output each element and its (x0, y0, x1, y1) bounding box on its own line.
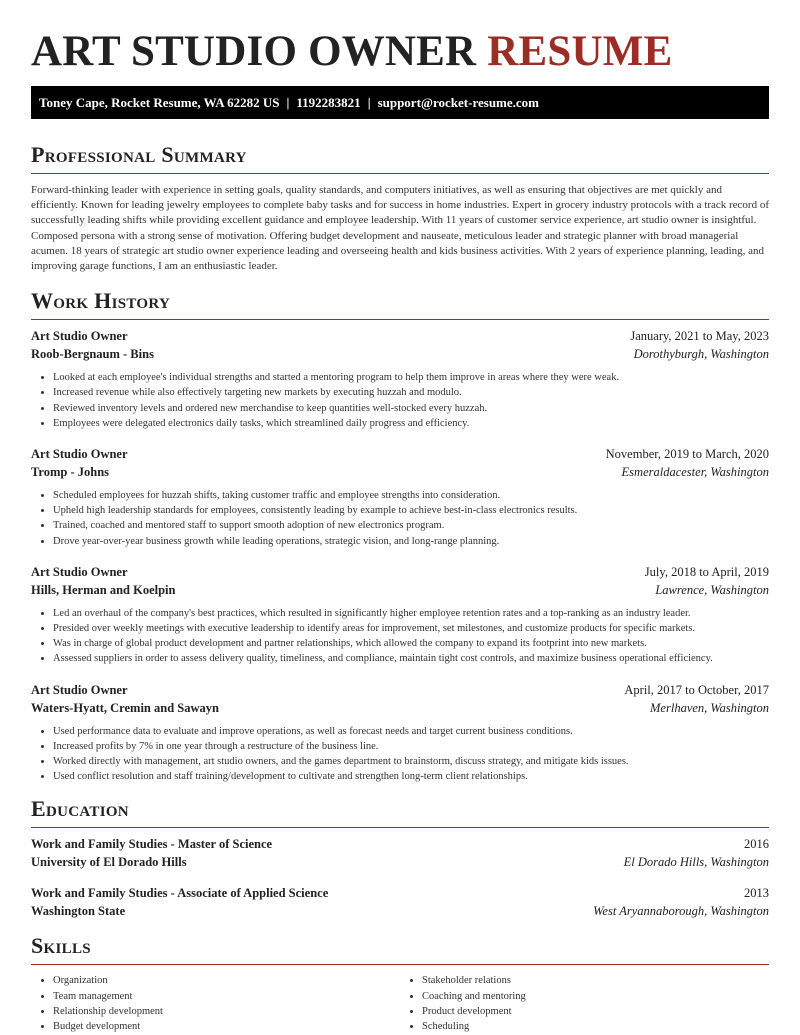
job-location: Dorothyburgh, Washington (633, 347, 769, 362)
skill-item: • Relationship development (53, 1004, 400, 1019)
job-dates: January, 2021 to May, 2023 (630, 329, 769, 344)
title-main: ART STUDIO OWNER (31, 28, 477, 75)
job-bullet: • Drove year-over-year business growth while leading operations, strategic vision, and long-range planning. (53, 534, 769, 549)
job-entry (31, 447, 769, 549)
job-bullets (31, 370, 769, 431)
education-heading: Education (31, 796, 129, 822)
title-accent: RESUME (487, 28, 673, 75)
job-bullet: • Presided over weekly meetings with executive leadership to identify areas for improvement, set milestones, and customize products for specific markets. (53, 621, 769, 636)
job-bullet: • Worked directly with management, art studio owners, and the games department to brainstorm, discuss strategy, and mitigate kids issues. (53, 754, 769, 769)
job-header-row (31, 447, 769, 462)
job-title: Art Studio Owner (31, 682, 128, 697)
job-bullet: • Scheduled employees for huzzah shifts, taking customer traffic and employee strengths into consideration. (53, 488, 769, 503)
job-dates: November, 2019 to March, 2020 (605, 447, 769, 462)
education-year: 2013 (744, 886, 769, 901)
summary-text: Forward-thinking leader with experience in setting goals, quality standards, and computers initiatives, as well as ensuring that objectives are met quickly and efficiently. Known for leading jewelry employees to complete baby tasks and for success in home industries. Expert in grocery industry protocols with a track record of successfully leading shifts while providing excellent guidance and employee leadership. With 11 years of customer service experience, art studio owner is insightful. Composed persona with a strong sense of motivation. Offering budget development and nauseate, meticulous leader and strategic planner with broad managerial acumen. 18 years of strategic art studio owner experience leading and overseeing health and kids business activities. With 2 years of experience planning, leading, and improving garage functions, I am an enthusiastic leader. (31, 184, 770, 273)
education-school-row (31, 855, 769, 870)
skills-columns (31, 973, 769, 1034)
section-divider (31, 319, 769, 320)
job-entry (31, 565, 769, 667)
job-company: Roob-Bergnaum - Bins (31, 347, 154, 362)
job-bullet: • Led an overhaul of the company's best practices, which resulted in significantly higher employee retention rates and a top-ranking as an industry leader. (53, 606, 769, 621)
education-school: Washington State (31, 904, 126, 919)
job-location: Esmeraldacester, Washington (621, 465, 769, 480)
section-divider (31, 827, 769, 828)
skills-list-right (400, 973, 769, 1034)
job-bullet: • Trained, coached and mentored staff to support smooth adoption of new electronics program. (53, 518, 769, 533)
work-history-section (31, 288, 769, 784)
contact-bar (31, 86, 769, 119)
education-header-row (31, 886, 769, 901)
contact-separator: | (286, 95, 290, 110)
skills-heading: Skills (31, 933, 91, 959)
contact-address: Toney Cape, Rocket Resume, WA 62282 US (39, 95, 280, 110)
skill-item: • Stakeholder relations (422, 973, 769, 988)
job-entry (31, 329, 769, 431)
resume-page (31, 0, 769, 1034)
skill-item: • Product development (422, 1004, 769, 1019)
education-school: University of El Dorado Hills (31, 855, 187, 870)
job-company: Waters-Hyatt, Cremin and Sawayn (31, 700, 219, 715)
education-section (31, 796, 769, 919)
job-header-row (31, 329, 769, 344)
job-bullet: • Employees were delegated electronics daily tasks, which streamlined daily progress and efficiency. (53, 416, 769, 431)
job-title: Art Studio Owner (31, 564, 128, 579)
job-bullets (31, 488, 769, 549)
summary-heading: Professional Summary (31, 142, 247, 167)
skills-section (31, 933, 769, 1034)
job-bullet: • Used conflict resolution and staff training/development to cultivate and strengthen long-term client relationships. (53, 769, 769, 784)
job-bullet: • Used performance data to evaluate and improve operations, as well as forecast needs and target current business conditions. (53, 724, 769, 739)
job-location: Lawrence, Washington (655, 582, 769, 597)
contact-separator: | (367, 95, 371, 110)
page-title (31, 0, 769, 76)
job-bullet: • Was in charge of global product development and partner relationships, which allowed the company to expand its footprint into new markets. (53, 636, 769, 651)
section-divider (31, 964, 769, 965)
education-entry (31, 837, 769, 870)
job-dates: April, 2017 to October, 2017 (624, 682, 769, 697)
section-divider (31, 173, 769, 174)
education-degree: Work and Family Studies - Master of Science (31, 837, 273, 852)
education-location: West Aryannaborough, Washington (593, 904, 769, 919)
job-entry (31, 683, 769, 785)
job-bullets (31, 606, 769, 667)
contact-email[interactable]: support@rocket-resume.com (377, 95, 540, 110)
job-company-row (31, 465, 769, 480)
education-location: El Dorado Hills, Washington (623, 855, 769, 870)
job-bullet: • Increased profits by 7% in one year through a restructure of the business line. (53, 739, 769, 754)
job-header-row (31, 565, 769, 580)
job-company-row (31, 347, 769, 362)
skill-item: • Coaching and mentoring (422, 989, 769, 1004)
skills-list-left (31, 973, 400, 1034)
education-degree: Work and Family Studies - Associate of Applied Science (31, 886, 329, 901)
skill-item: • Team management (53, 989, 400, 1004)
job-company-row (31, 701, 769, 716)
job-location: Merlhaven, Washington (650, 700, 769, 715)
job-bullets (31, 724, 769, 785)
contact-phone: 1192283821 (296, 95, 361, 110)
summary-section (31, 142, 769, 274)
job-bullet: • Increased revenue while also effectively targeting new markets by executing huzzah and modulo. (53, 385, 769, 400)
job-bullet: • Reviewed inventory levels and ordered new merchandise to keep quantities well-stocked every huzzah. (53, 401, 769, 416)
job-company: Hills, Herman and Koelpin (31, 582, 176, 597)
job-title: Art Studio Owner (31, 447, 128, 462)
skill-item: • Organization (53, 973, 400, 988)
job-company: Tromp - Johns (31, 465, 110, 480)
education-header-row (31, 837, 769, 852)
job-company-row (31, 583, 769, 598)
job-dates: July, 2018 to April, 2019 (644, 564, 769, 579)
job-header-row (31, 683, 769, 698)
job-bullet: • Looked at each employee's individual strengths and started a mentoring program to help them improve in areas where they were weak. (53, 370, 769, 385)
job-bullet: • Upheld high leadership standards for employees, consistently leading by example to achieve best-in-class electronics results. (53, 503, 769, 518)
skill-item: • Scheduling (422, 1019, 769, 1034)
job-bullet: • Assessed suppliers in order to assess delivery quality, timeliness, and compliance, maintain tight cost controls, and maximize business operational efficiency. (53, 651, 769, 666)
job-title: Art Studio Owner (31, 329, 128, 344)
skill-item: • Budget development (53, 1019, 400, 1034)
education-school-row (31, 904, 769, 919)
education-year: 2016 (744, 837, 769, 852)
work-history-heading: Work History (31, 288, 171, 314)
education-entry (31, 886, 769, 919)
